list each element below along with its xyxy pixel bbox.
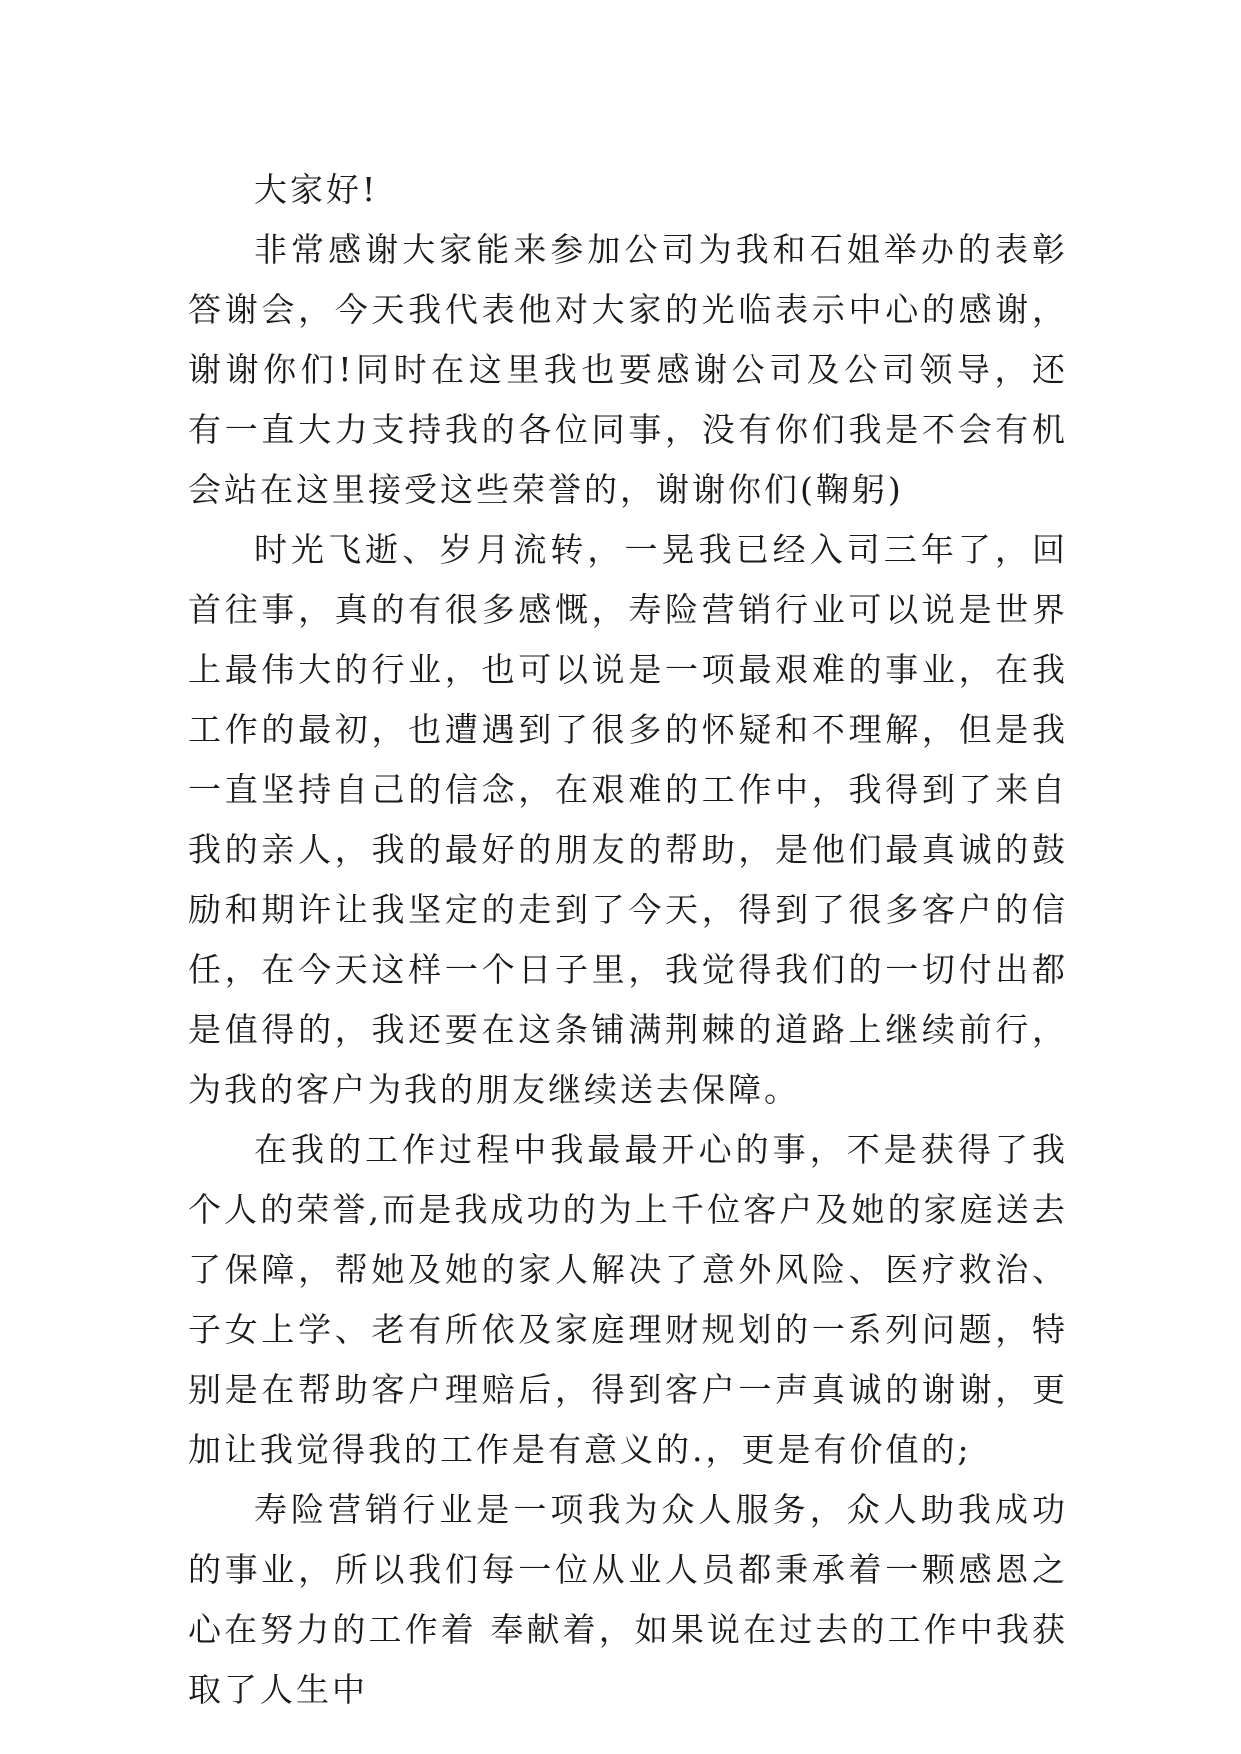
paragraph-greeting: 大家好!: [254, 170, 379, 209]
paragraph-reflection: 时光飞逝、岁月流转，一晃我已经入司三年了，回首往事，真的有很多感慨，寿险营销行业可以说是世界上最伟大的行业，也可以说是一项最艰难的事业，在我工作的最初，也遭遇到了很多的怀疑和不理解，但是我一直坚持自己的信念，在艰难的工作中，我得到了来自我的亲人，我的最好的朋友的帮助，是他们最真诚的鼓励和期许让我坚定的走到了今天，得到了很多客户的信任，在今天这样一个日子里，我觉得我们的一切付出都是值得的，我还要在这条铺满荆棘的道路上继续前行，为我的客户为我的朋友继续送去保障。: [188, 530, 1068, 1109]
paragraph-happiest-moment: 在我的工作过程中我最最开心的事，不是获得了我个人的荣誉,而是我成功的为上千位客户及她的家庭送去了保障，帮她及她的家人解决了意外风险、医疗救治、子女上学、老有所依及家庭理财规划的一系列问题，特别是在帮助客户理赔后，得到客户一声真诚的谢谢，更加让我觉得我的工作是有意义的.，更是有价值的;: [188, 1130, 1068, 1469]
paragraph-thanks: 非常感谢大家能来参加公司为我和石姐举办的表彰答谢会，今天我代表他对大家的光临表示中心的感谢，谢谢你们!同时在这里我也要感谢公司及公司领导，还有一直大力支持我的各位同事，没有你们我是不会有机会站在这里接受这些荣誉的，谢谢你们(鞠躬): [188, 230, 1068, 509]
speech-body: [188, 160, 1068, 1720]
paragraph-service: 寿险营销行业是一项我为众人服务，众人助我成功的事业，所以我们每一位从业人员都秉承着一颗感恩之心在努力的工作着 奉献着，如果说在过去的工作中我获取了人生中: [188, 1490, 1068, 1709]
